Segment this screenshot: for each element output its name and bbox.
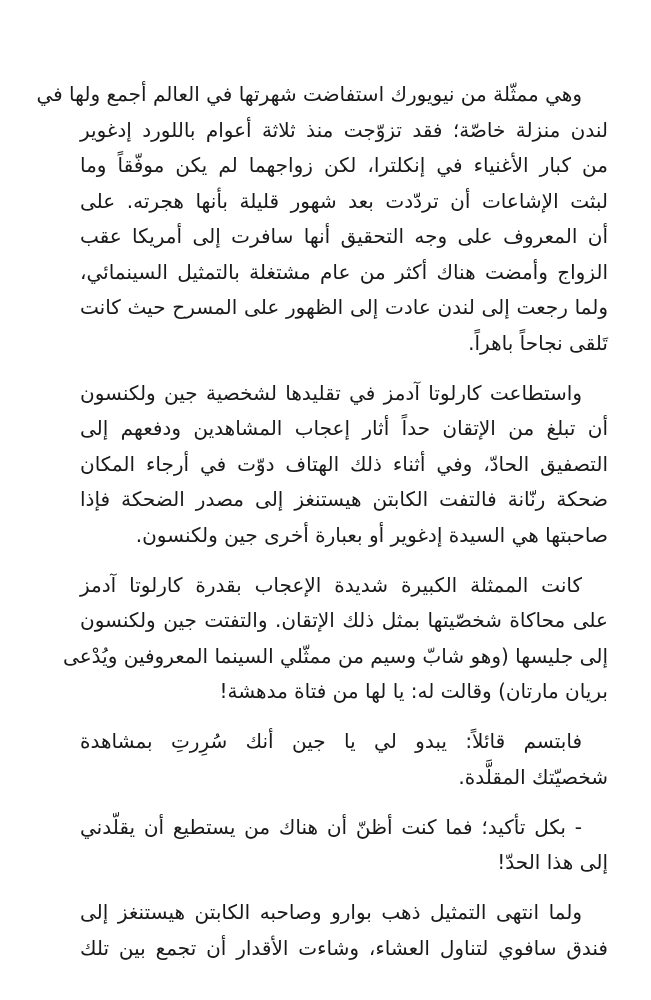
text-line: التصفيق الحادّ، وفي أثناء ذلك الهتاف دوّت في أرجاء المكان bbox=[80, 451, 608, 476]
text-line: تَلقى نجاحاً باهراً. bbox=[468, 330, 608, 355]
text-line: إلى هذا الحدّ! bbox=[497, 850, 608, 874]
text-line: ولما انتهى التمثيل ذهب بوارو وصاحبه الكابتن هيستنغز إلى bbox=[80, 900, 582, 924]
paragraph bbox=[80, 810, 608, 881]
text-line: إلى جليسها (وهو شابّ وسيم من ممثّلي السينما المعروفين ويُدْعى bbox=[63, 643, 608, 668]
paragraph bbox=[80, 376, 608, 554]
paragraph bbox=[80, 895, 608, 966]
text-line: وهي ممثّلة من نيويورك استفاضت شهرتها في العالم أجمع ولها في bbox=[36, 82, 582, 106]
text-line: أن المعروف على وجه التحقيق أنها سافرت إلى أمريكا عقب bbox=[80, 224, 608, 248]
text-line: ولما رجعت إلى لندن عادت إلى الظهور على المسرح حيث كانت bbox=[80, 295, 608, 319]
paragraph bbox=[80, 724, 608, 795]
paragraph bbox=[63, 568, 608, 710]
text-line: - بكل تأكيد؛ فما كنت أظنّ أن هناك من يستطيع أن يقلّدني bbox=[80, 814, 582, 839]
text-line: لندن منزلة خاصّة؛ فقد تزوّجت منذ ثلاثة أعوام باللورد إدغوير bbox=[80, 117, 608, 142]
text-line: كانت الممثلة الكبيرة شديدة الإعجاب بقدرة كارلوتا آدمز bbox=[80, 572, 582, 597]
document-page bbox=[36, 77, 608, 981]
text-line: صاحبتها هي السيدة إدغوير أو بعبارة أخرى جين ولكنسون. bbox=[135, 522, 608, 547]
text-line: لبثت الإشاعات أن تردّدت بعد شهور قليلة بأنها هجرته. على bbox=[80, 188, 608, 213]
text-line: ضحكة رنّانة فالتفت الكابتن هيستنغز إلى مصدر الضحكة فإذا bbox=[80, 487, 608, 511]
paragraph bbox=[36, 77, 608, 361]
text-line: شخصيّتك المقلَّدة. bbox=[458, 764, 608, 789]
text-line: واستطاعت كارلوتا آدمز في تقليدها لشخصية جين ولكنسون bbox=[80, 380, 582, 405]
text-line: فابتسم قائلاً: يبدو لي يا جين أنك سُرِرتِ بمشاهدة bbox=[80, 729, 582, 753]
text-line: على محاكاة شخصّيتها بمثل ذلك الإتقان. والتفتت جين ولكنسون bbox=[80, 608, 608, 632]
text-line: فندق سافوي لتناول العشاء، وشاءت الأقدار أن تجمع بين تلك bbox=[80, 935, 608, 960]
text-line: بريان مارتان) وقالت له: يا لها من فتاة مدهشة! bbox=[219, 679, 608, 703]
text-line: من كبار الأغنياء في إنكلترا، لكن زواجهما لم يكن موفّقاً وما bbox=[80, 153, 608, 177]
text-line: الزواج وأمضت هناك أكثر من عام مشتغلة بالتمثيل السينمائي، bbox=[80, 259, 608, 284]
text-line: أن تبلغ من الإتقان حداً أثار إعجاب المشاهدين ودفعهم إلى bbox=[80, 416, 608, 440]
